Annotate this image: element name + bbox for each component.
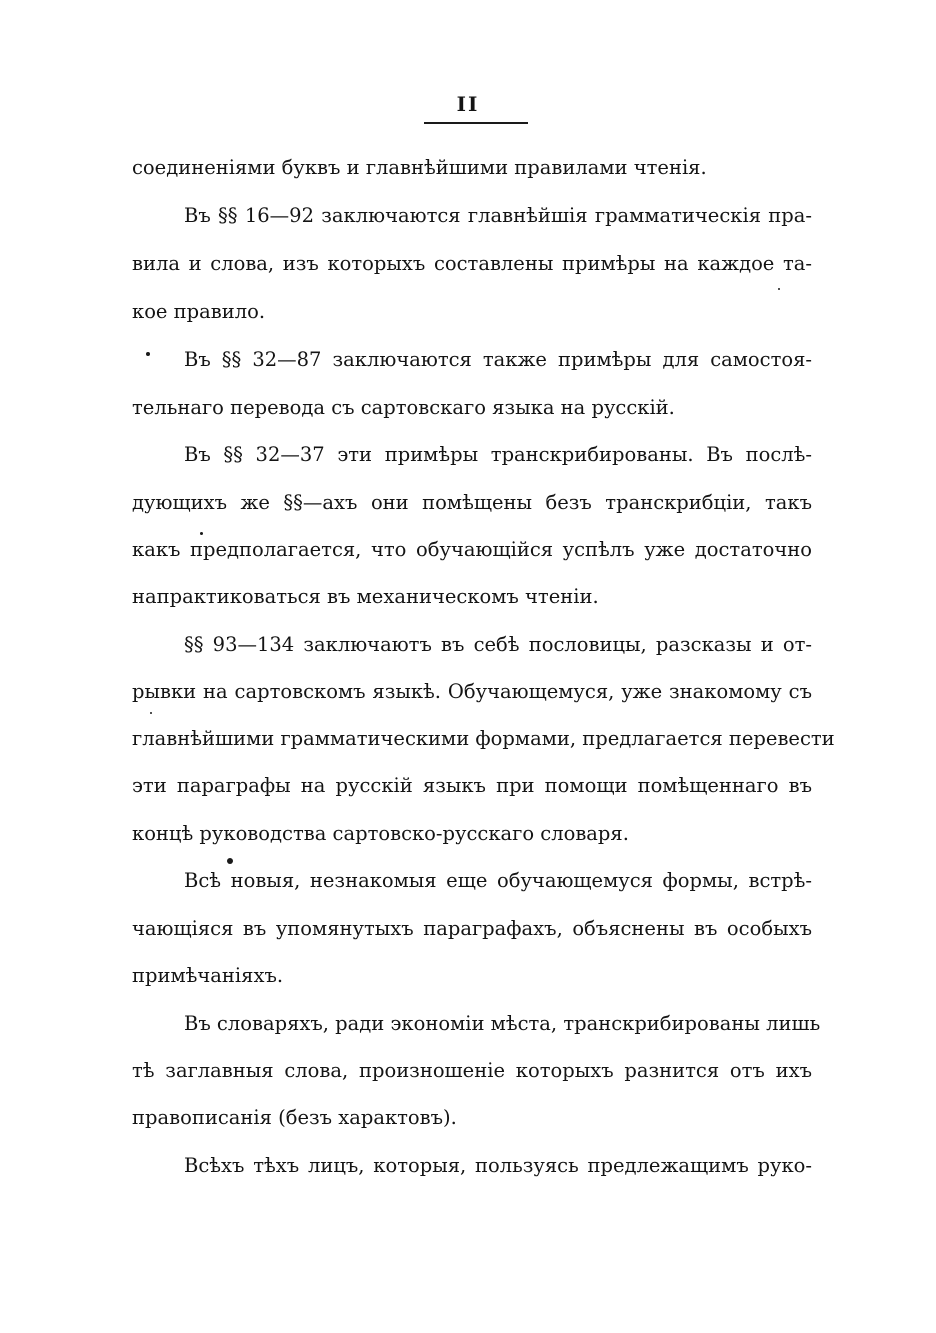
scan-speck	[778, 288, 780, 290]
text-line: вила и слова, изъ которыхъ составлены примѣры на каждое та-	[132, 252, 812, 275]
text-line: Всѣхъ тѣхъ лицъ, которыя, пользуясь предлежащимъ руко-	[184, 1154, 812, 1177]
scan-speck	[227, 858, 233, 864]
text-line: тельнаго перевода съ сартовскаго языка на русскій.	[132, 396, 675, 419]
text-line: кое правило.	[132, 300, 266, 323]
text-line: дующихъ же §§—ахъ они помѣщены безъ транскрибціи, такъ	[132, 491, 812, 514]
text-line: §§ 93—134 заключаютъ въ себѣ пословицы, разсказы и от-	[184, 633, 812, 656]
text-line: эти параграфы на русскій языкъ при помощи помѣщеннаго въ	[132, 774, 812, 797]
text-line: рывки на сартовскомъ языкѣ. Обучающемуся, уже знакомому съ	[132, 680, 812, 703]
text-line: Всѣ новыя, незнакомыя еще обучающемуся формы, встрѣ-	[184, 869, 812, 892]
text-line: Въ словаряхъ, ради экономіи мѣста, транскрибированы лишь	[184, 1012, 821, 1035]
text-line: тѣ заглавныя слова, произношеніе которыхъ разнится отъ ихъ	[132, 1059, 812, 1082]
scan-speck	[150, 712, 152, 714]
text-line: чающіяся въ упомянутыхъ параграфахъ, объяснены въ особыхъ	[132, 917, 812, 940]
text-line: правописанія (безъ характовъ).	[132, 1106, 457, 1129]
text-line: напрактиковаться въ механическомъ чтеніи.	[132, 585, 599, 608]
text-line: соединеніями буквъ и главнѣйшими правилами чтенія.	[132, 156, 707, 179]
scan-speck	[200, 532, 203, 535]
text-line: какъ предполагается, что обучающійся успѣлъ уже достаточно	[132, 538, 812, 561]
text-line: Въ §§ 32—37 эти примѣры транскрибированы. Въ послѣ-	[184, 443, 812, 466]
text-line: главнѣйшими грамматическими формами, предлагается перевести	[132, 727, 835, 750]
page-number: II	[456, 92, 480, 116]
text-line: концѣ руководства сартовско-русскаго словаря.	[132, 822, 629, 845]
page-number-underline	[424, 122, 528, 124]
scan-speck	[146, 352, 150, 356]
text-line: примѣчаніяхъ.	[132, 964, 284, 987]
text-line: Въ §§ 32—87 заключаются также примѣры для самостоя-	[184, 348, 812, 371]
text-line: Въ §§ 16—92 заключаются главнѣйшія грамматическія пра-	[184, 204, 812, 227]
